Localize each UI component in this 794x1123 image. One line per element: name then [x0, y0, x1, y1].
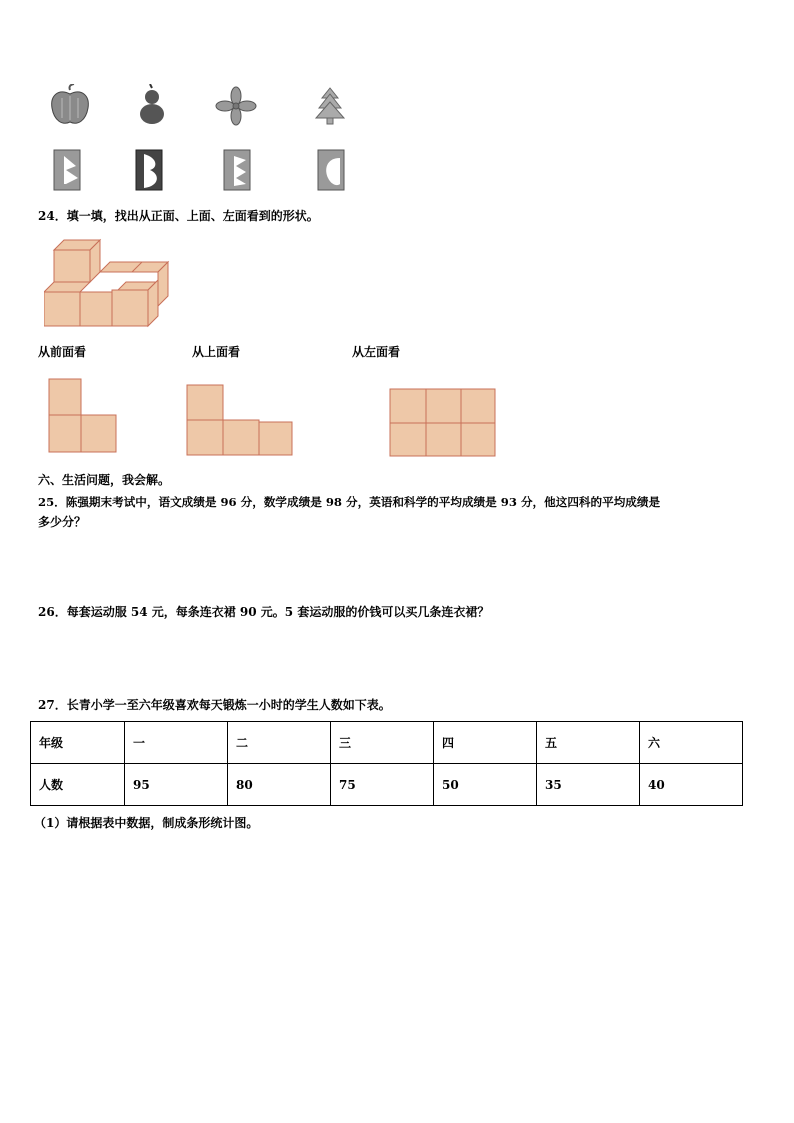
question-27-sub1: （1）请根据表中数据，制成条形统计图。: [34, 816, 259, 830]
cube-arrangement-graphics: [44, 238, 174, 330]
question-25-line1: 25．陈强期末考试中，语文成绩是 96 分，数学成绩是 98 分，英语和科学的平均成绩是 93 分，他这四科的平均成绩是: [38, 495, 661, 509]
top-view-graphics: [186, 384, 294, 456]
question-25-line2: 多少分？: [38, 515, 87, 529]
table-cell: 二: [228, 722, 331, 764]
table-cell: 六: [640, 722, 743, 764]
section-6-heading: 六、生活问题，我会解。: [38, 473, 171, 487]
table-cell: 三: [331, 722, 434, 764]
table-cell: 年级: [31, 722, 125, 764]
top-view-diagram: [186, 384, 294, 456]
gourd-icon: [140, 84, 164, 124]
table-cell: 一: [125, 722, 228, 764]
front-view-graphics: [48, 378, 118, 454]
left-view-graphics: [389, 388, 497, 458]
figure-row-top-graphics: [40, 84, 360, 130]
cube-arrangement: [44, 238, 174, 330]
table-row: [31, 764, 743, 806]
question-24-title: 24．填一填，找出从正面、上面、左面看到的形状。: [38, 209, 319, 223]
exercise-table: [30, 721, 743, 806]
half-tree-card-icon: [54, 150, 80, 190]
view-label-left: 从左面看: [352, 345, 401, 359]
table-cell: 95: [125, 764, 228, 806]
table-cell: 四: [434, 722, 537, 764]
flower-icon: [216, 87, 256, 125]
view-label-front: 从前面看: [38, 345, 87, 359]
tree-icon: [316, 88, 344, 124]
front-view-diagram: [48, 378, 118, 454]
half-flower-card-icon: [224, 150, 250, 190]
apple-icon: [52, 84, 89, 123]
table-cell: 80: [228, 764, 331, 806]
table-header-row: [31, 722, 743, 764]
table-cell: 50: [434, 764, 537, 806]
table-cell: 75: [331, 764, 434, 806]
table-cell: 40: [640, 764, 743, 806]
question-26: 26．每套运动服 54 元，每条连衣裙 90 元。5 套运动服的价钱可以买几条连衣裙？: [38, 605, 490, 619]
figure-row-top: [40, 84, 360, 130]
half-gourd-card-icon: [136, 150, 162, 190]
half-apple-card-icon: [318, 150, 344, 190]
left-view-diagram: [389, 388, 497, 458]
figure-row-bottom: [40, 148, 360, 194]
question-27-title: 27．长青小学一至六年级喜欢每天锻炼一小时的学生人数如下表。: [38, 698, 391, 712]
table-cell: 人数: [31, 764, 125, 806]
view-label-top: 从上面看: [192, 345, 241, 359]
table-cell: 35: [537, 764, 640, 806]
figure-row-bottom-graphics: [40, 148, 360, 194]
table-cell: 五: [537, 722, 640, 764]
